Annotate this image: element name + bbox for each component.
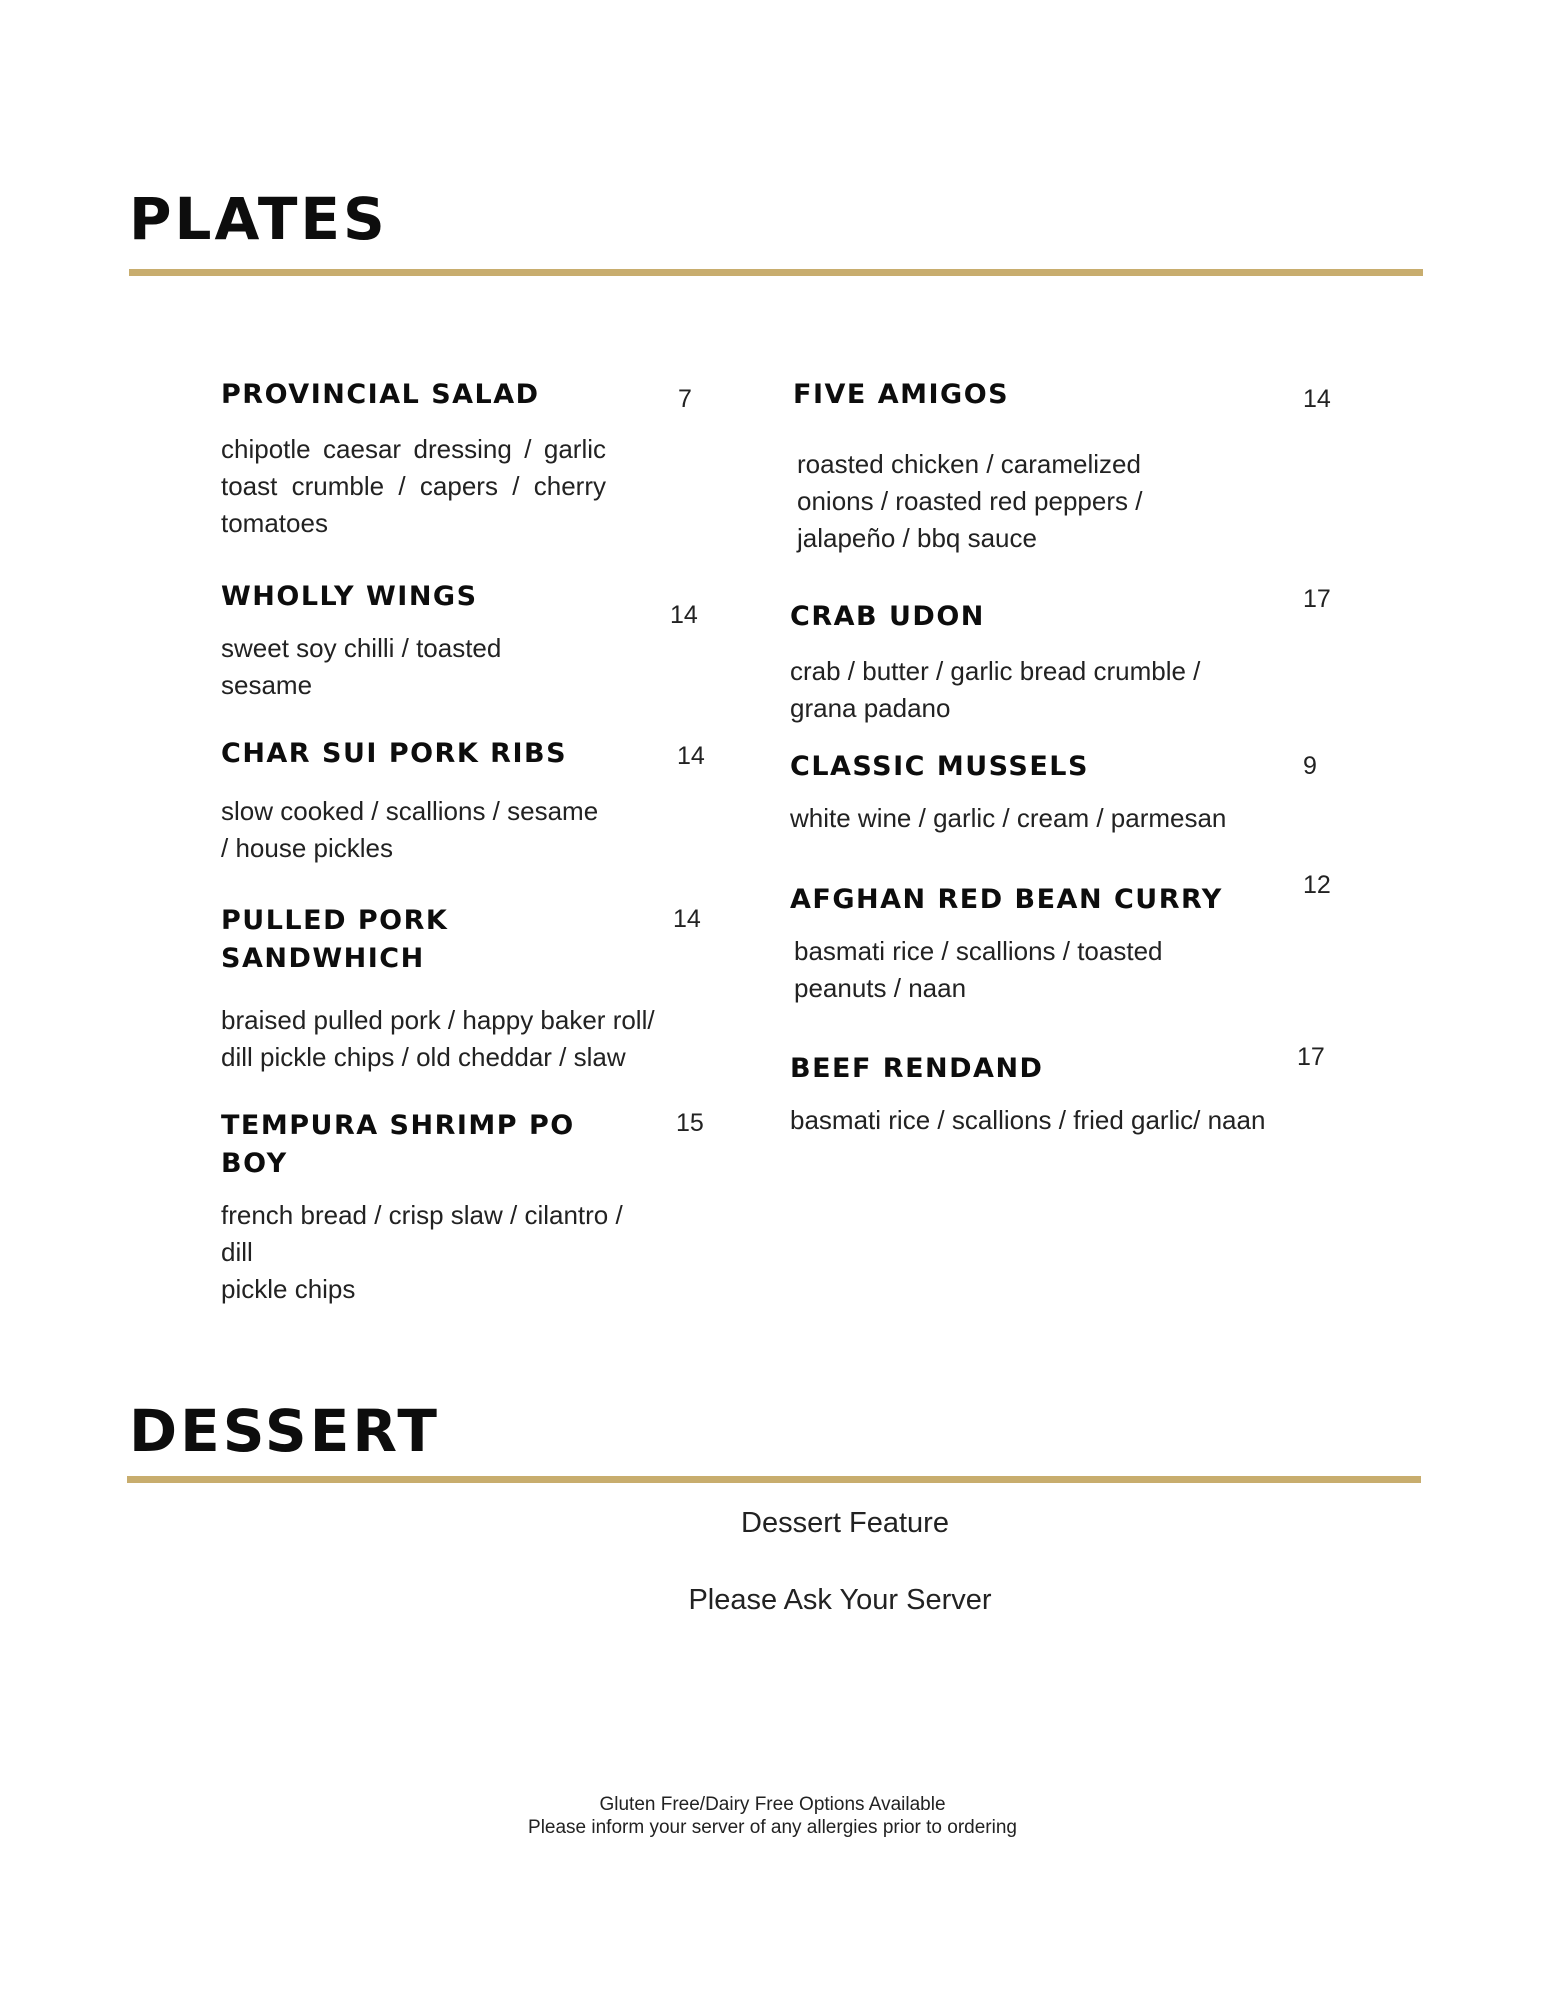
item-name: CLASSIC MUSSELS [790,751,1089,782]
menu-item-classic-mussels [790,748,1250,837]
menu-item-tempura-shrimp-po-boy [221,1107,661,1308]
item-description: sweet soy chilli / toasted sesame [221,633,502,700]
item-price: 9 [1303,752,1317,780]
menu-item-crab-udon [790,598,1238,727]
item-description: crab / butter / garlic bread crumble / grana padano [790,656,1201,723]
item-description: basmati rice / scallions / fried garlic/ naan [790,1105,1266,1135]
item-price: 14 [677,742,705,770]
item-name: AFGHAN RED BEAN CURRY [790,884,1223,915]
menu-item-pulled-pork-sandwhich [221,902,661,1076]
menu-item-wholly-wings [221,578,641,704]
item-description: roasted chicken / caramelized onions / roasted red peppers / jalapeño / bbq sauce [797,449,1143,553]
menu-item-five-amigos [793,376,1233,557]
item-price: 7 [678,385,692,413]
dessert-feature: Dessert Feature [741,1507,949,1539]
footer-dietary-note: Gluten Free/Dairy Free Options Available [599,1794,946,1815]
menu-item-afghan-red-bean-curry [790,881,1250,1007]
dessert-divider [127,1476,1421,1483]
dessert-title: DESSERT [129,1397,440,1465]
menu-item-beef-rendand [790,1050,1270,1139]
item-name: FIVE AMIGOS [793,379,1010,410]
item-name: CRAB UDON [790,601,985,632]
item-name: WHOLLY WINGS [221,581,478,612]
item-description: french bread / crisp slaw / cilantro / dill pickle chips [221,1200,623,1304]
item-price: 17 [1303,585,1331,613]
menu-item-provincial-salad [221,376,606,542]
item-name: BEEF RENDAND [790,1053,1044,1084]
item-price: 14 [673,905,701,933]
menu-item-char-sui-pork-ribs [221,735,641,867]
item-price: 17 [1297,1043,1325,1071]
item-name: TEMPURA SHRIMP PO BOY [221,1110,575,1179]
item-name: PROVINCIAL SALAD [221,379,540,410]
item-price: 14 [1303,385,1331,413]
item-price: 12 [1303,871,1331,899]
item-description: braised pulled pork / happy baker roll/ dill pickle chips / old cheddar / slaw [221,1005,655,1072]
item-description: chipotle caesar dressing / garlic toast crumble / capers / cherry tomatoes [221,434,606,538]
item-description: slow cooked / scallions / sesame / house pickles [221,796,599,863]
item-name: PULLED PORK SANDWHICH [221,905,449,974]
footer-allergy-note: Please inform your server of any allergies prior to ordering [528,1817,1017,1838]
dessert-ask-server: Please Ask Your Server [688,1584,992,1616]
plates-title: PLATES [129,185,388,253]
plates-divider [129,269,1423,276]
item-name: CHAR SUI PORK RIBS [221,738,568,769]
item-price: 15 [676,1109,704,1137]
item-price: 14 [670,601,698,629]
item-description: basmati rice / scallions / toasted peanuts / naan [794,936,1163,1003]
item-description: white wine / garlic / cream / parmesan [790,803,1227,833]
